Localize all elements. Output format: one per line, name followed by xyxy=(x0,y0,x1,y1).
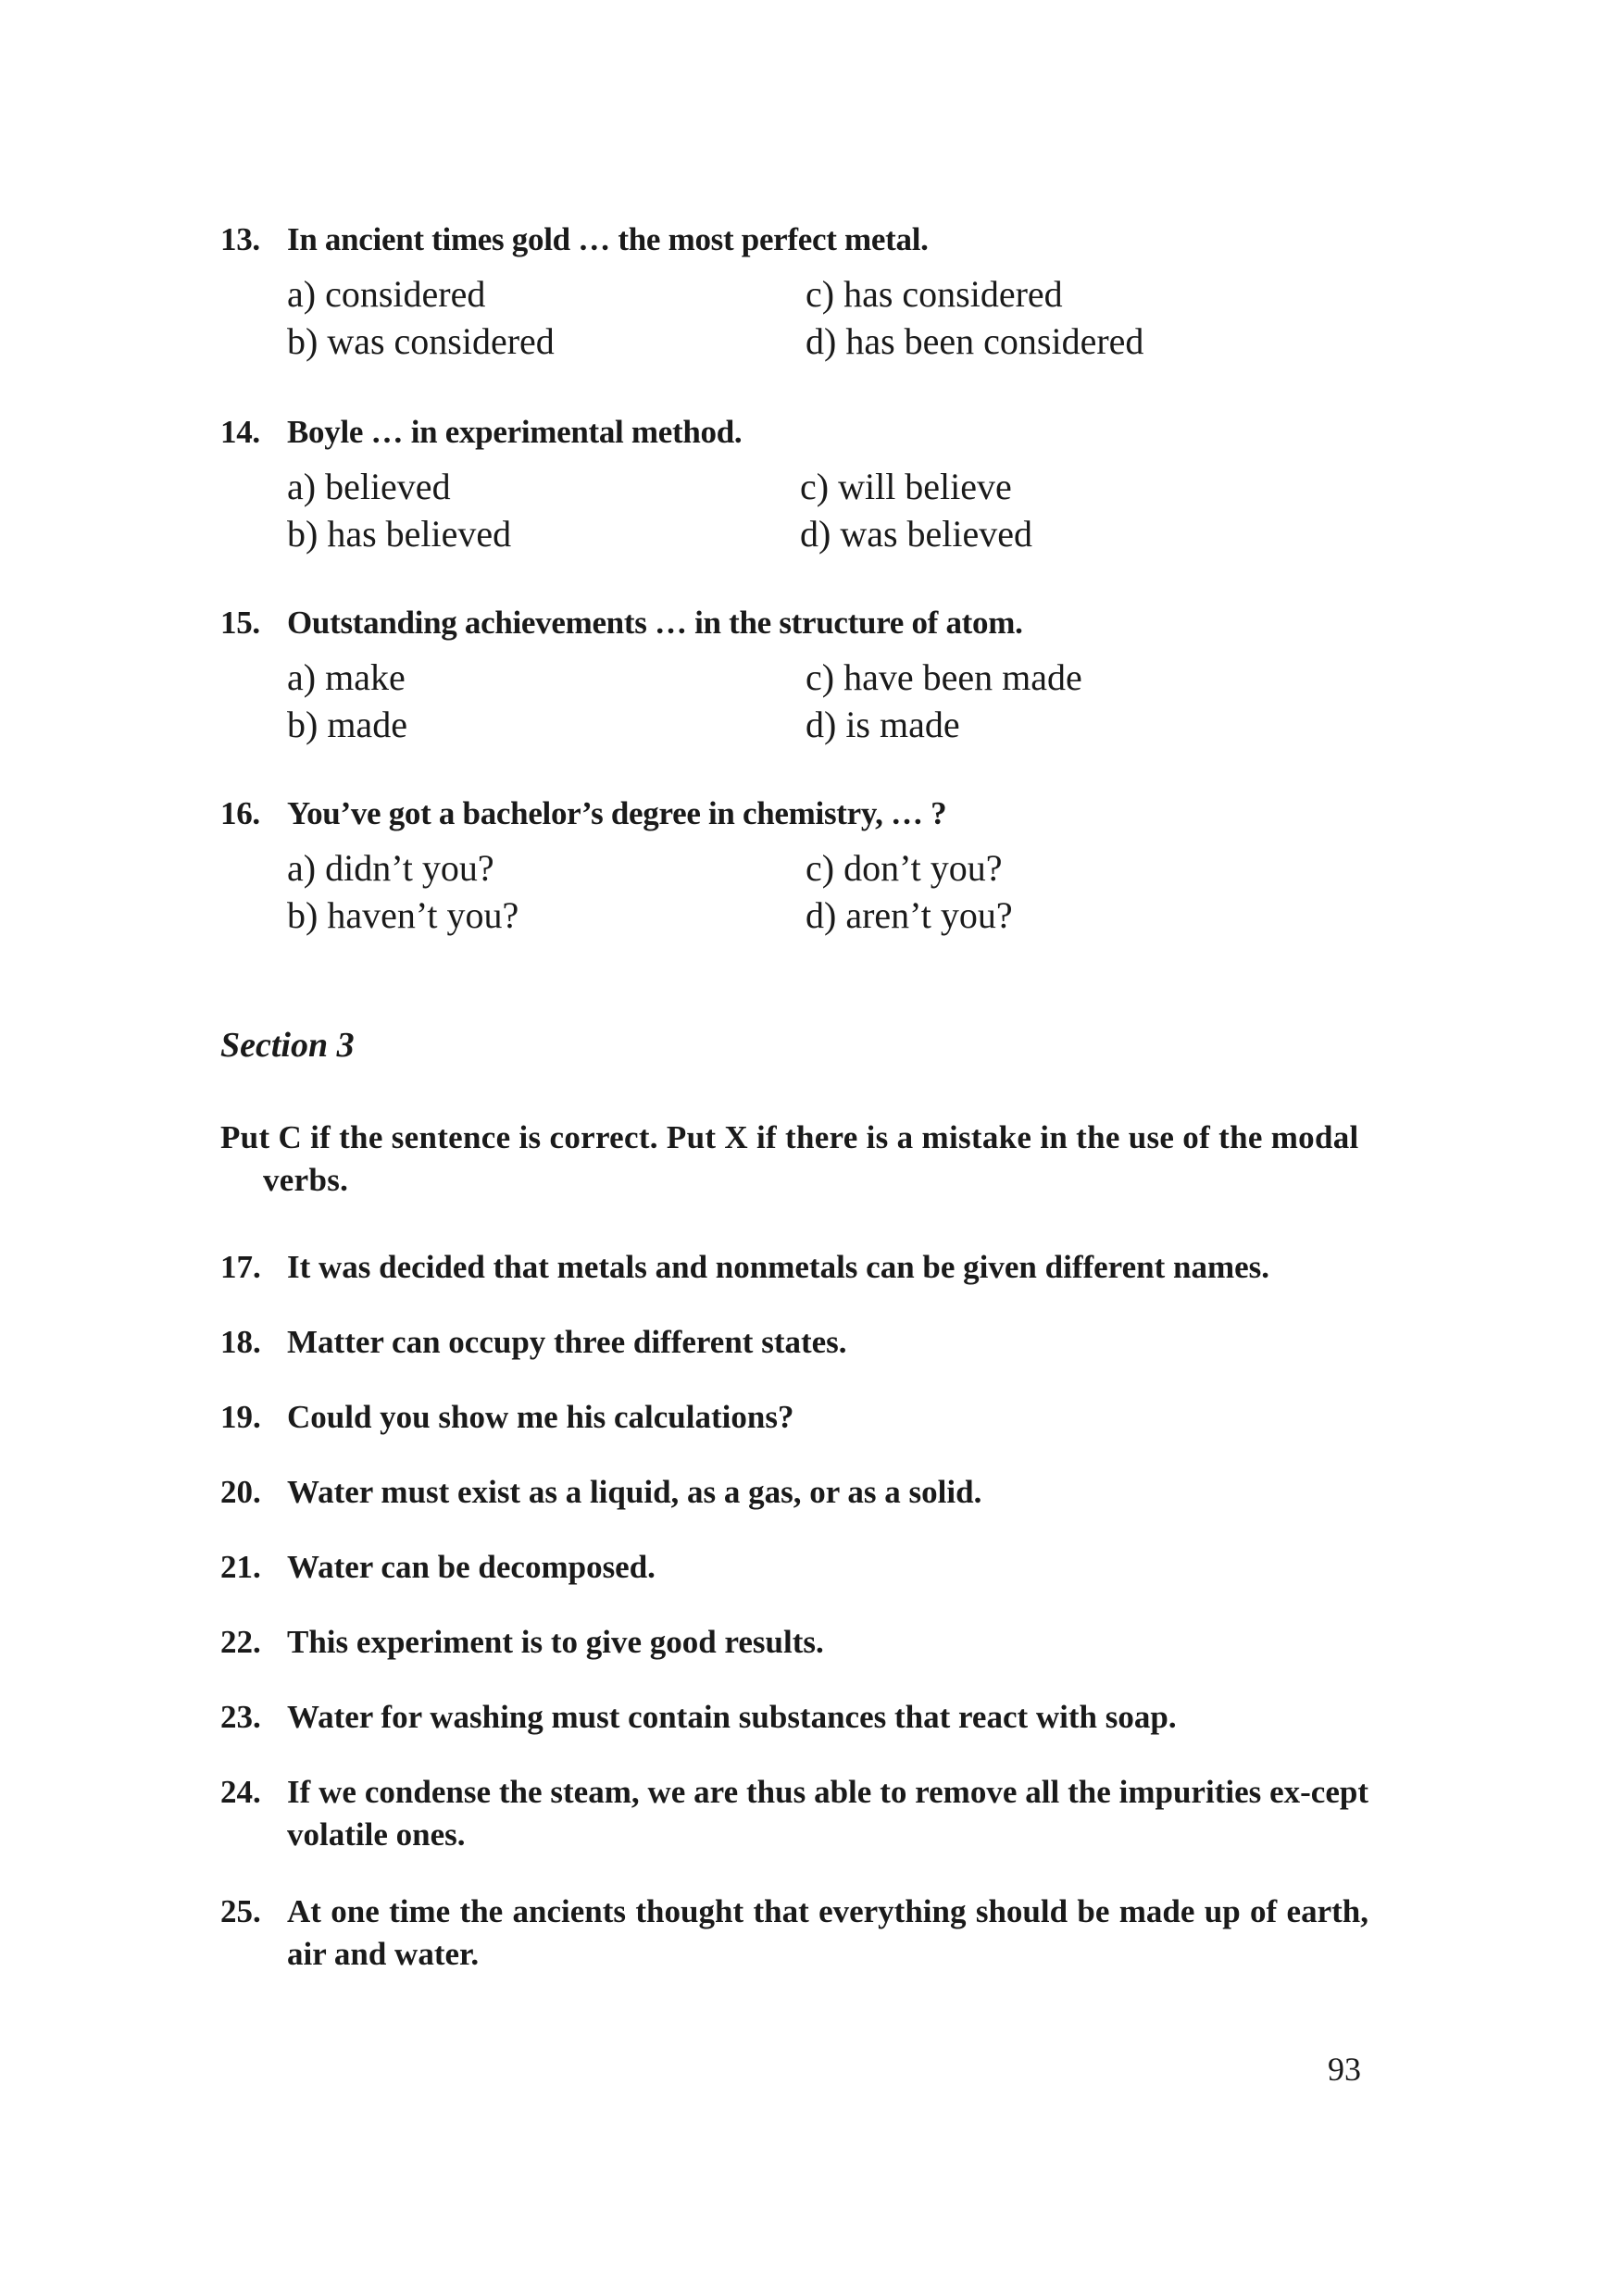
option-c: c) have been made xyxy=(806,656,1082,698)
section-title: Section 3 xyxy=(220,1026,355,1065)
sentence-number: 24. xyxy=(220,1774,261,1810)
sentence-text: If we condense the steam, we are thus able to remove all the impurities ex-cept volatile ones. xyxy=(287,1774,1368,1853)
question-number: 16. xyxy=(220,795,260,831)
question-text: Outstanding achievements … in the structure of atom. xyxy=(287,605,1023,641)
sentence-text: At one time the ancients thought that everything should be made up of earth, air and water. xyxy=(287,1893,1368,1972)
option-d: d) was believed xyxy=(800,513,1033,555)
section-instruction: Put C if the sentence is correct. Put X if there is a mistake in the use of the modal verbs. xyxy=(220,1119,1359,1198)
sentence-text: Matter can occupy three different states. xyxy=(287,1324,847,1360)
sentence-18 xyxy=(220,1321,1368,1364)
question-number: 13. xyxy=(220,221,260,257)
sentence-23 xyxy=(220,1696,1368,1739)
sentence-22 xyxy=(220,1621,1368,1664)
option-d: d) is made xyxy=(806,704,960,745)
question-13 xyxy=(220,218,1368,365)
question-14 xyxy=(220,411,1368,557)
sentence-number: 22. xyxy=(220,1624,261,1660)
sentence-number: 19. xyxy=(220,1399,261,1435)
sentence-text: It was decided that metals and nonmetals can be given different names. xyxy=(287,1249,1270,1285)
question-number: 14. xyxy=(220,414,260,450)
sentence-text: Could you show me his calculations? xyxy=(287,1399,794,1435)
question-text: In ancient times gold … the most perfect metal. xyxy=(287,221,929,257)
page-number: 93 xyxy=(1328,2051,1361,2088)
sentence-24 xyxy=(220,1771,1368,1856)
option-d: d) has been considered xyxy=(806,320,1144,362)
sentence-text: This experiment is to give good results. xyxy=(287,1624,824,1660)
sentence-text: Water for washing must contain substances that react with soap. xyxy=(287,1699,1177,1735)
option-c: c) will believe xyxy=(800,466,1012,507)
option-a: a) didn’t you? xyxy=(287,847,494,889)
sentence-number: 20. xyxy=(220,1474,261,1510)
sentence-number: 21. xyxy=(220,1549,261,1585)
sentence-number: 23. xyxy=(220,1699,261,1735)
option-d: d) aren’t you? xyxy=(806,894,1013,936)
sentence-21 xyxy=(220,1546,1368,1589)
option-a: a) considered xyxy=(287,273,486,315)
option-c: c) has considered xyxy=(806,273,1063,315)
question-15 xyxy=(220,602,1368,748)
option-b: b) made xyxy=(287,704,407,745)
option-a: a) believed xyxy=(287,466,451,507)
sentence-number: 17. xyxy=(220,1249,261,1285)
sentence-number: 18. xyxy=(220,1324,261,1360)
option-c: c) don’t you? xyxy=(806,847,1003,889)
option-b: b) was considered xyxy=(287,320,555,362)
option-b: b) haven’t you? xyxy=(287,894,519,936)
sentence-20 xyxy=(220,1471,1368,1514)
option-b: b) has believed xyxy=(287,513,512,555)
sentence-19 xyxy=(220,1396,1368,1439)
sentence-text: Water can be decomposed. xyxy=(287,1549,656,1585)
sentence-17 xyxy=(220,1246,1368,1289)
sentence-number: 25. xyxy=(220,1893,261,1929)
sentence-text: Water must exist as a liquid, as a gas, or as a solid. xyxy=(287,1474,982,1510)
question-text: Boyle … in experimental method. xyxy=(287,414,743,450)
question-text: You’ve got a bachelor’s degree in chemistry, … ? xyxy=(287,795,947,831)
sentence-25 xyxy=(220,1890,1368,1976)
question-number: 15. xyxy=(220,605,260,641)
question-16 xyxy=(220,792,1368,939)
option-a: a) make xyxy=(287,656,406,698)
